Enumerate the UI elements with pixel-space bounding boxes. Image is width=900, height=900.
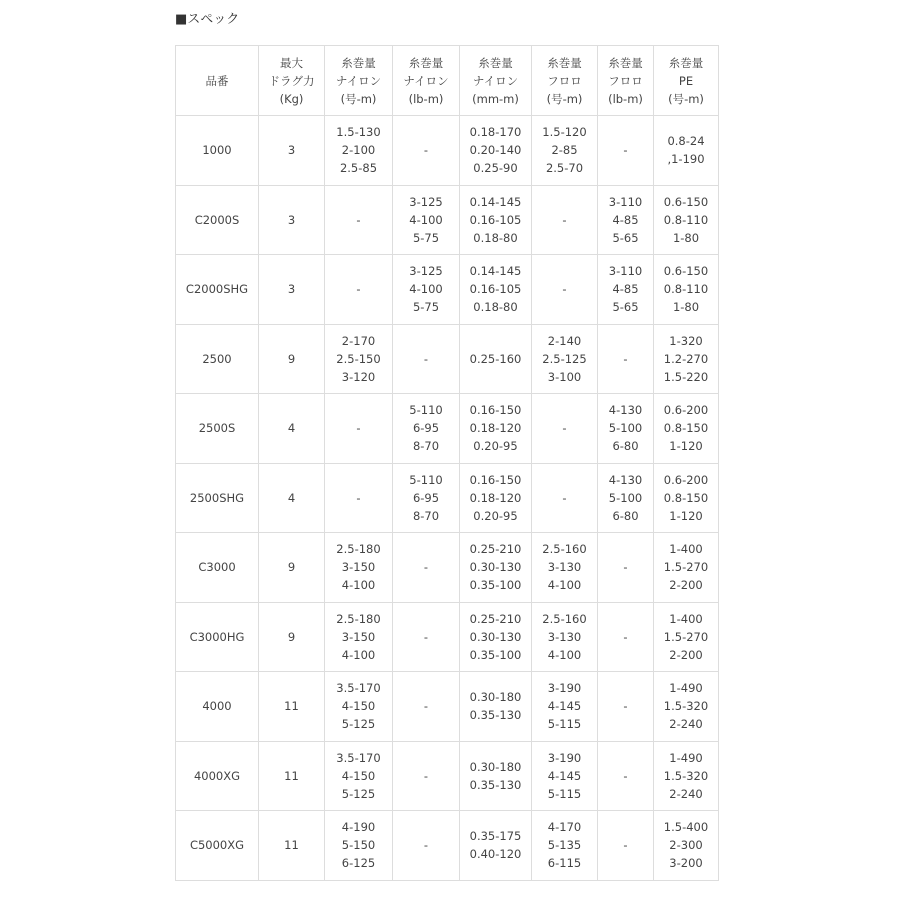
header-max-drag: 最大 ドラグ力 (Kg) xyxy=(259,46,325,116)
cell-model: C3000 xyxy=(176,533,259,603)
cell-pe-go: 1-400 1.5-270 2-200 xyxy=(654,533,719,603)
cell-nylon-lb: - xyxy=(393,324,460,394)
header-nylon-lb: 糸巻量 ナイロン (lb-m) xyxy=(393,46,460,116)
cell-pe-go: 0.6-150 0.8-110 1-80 xyxy=(654,255,719,325)
cell-fluoro-lb: - xyxy=(598,602,654,672)
header-fluoro-lb: 糸巻量 フロロ (lb-m) xyxy=(598,46,654,116)
cell-fluoro-lb: - xyxy=(598,811,654,881)
cell-nylon-go: - xyxy=(325,255,393,325)
header-pe-go: 糸巻量 PE (号-m) xyxy=(654,46,719,116)
cell-max-drag: 9 xyxy=(259,533,325,603)
cell-nylon-go: 1.5-130 2-100 2.5-85 xyxy=(325,116,393,186)
header-row xyxy=(176,46,719,116)
cell-nylon-mm: 0.30-180 0.35-130 xyxy=(460,672,532,742)
cell-fluoro-go: 2.5-160 3-130 4-100 xyxy=(532,602,598,672)
cell-fluoro-lb: 4-130 5-100 6-80 xyxy=(598,463,654,533)
cell-pe-go: 1-490 1.5-320 2-240 xyxy=(654,672,719,742)
cell-max-drag: 3 xyxy=(259,255,325,325)
cell-fluoro-go: 1.5-120 2-85 2.5-70 xyxy=(532,116,598,186)
table-row xyxy=(176,741,719,811)
cell-nylon-lb: - xyxy=(393,741,460,811)
table-row xyxy=(176,811,719,881)
cell-fluoro-lb: - xyxy=(598,741,654,811)
cell-fluoro-go: - xyxy=(532,463,598,533)
cell-nylon-go: 2.5-180 3-150 4-100 xyxy=(325,602,393,672)
table-row xyxy=(176,602,719,672)
cell-nylon-mm: 0.25-210 0.30-130 0.35-100 xyxy=(460,533,532,603)
cell-max-drag: 3 xyxy=(259,185,325,255)
table-row xyxy=(176,394,719,464)
cell-max-drag: 4 xyxy=(259,394,325,464)
table-row xyxy=(176,324,719,394)
header-fluoro-go: 糸巻量 フロロ (号-m) xyxy=(532,46,598,116)
cell-nylon-lb: 3-125 4-100 5-75 xyxy=(393,255,460,325)
cell-nylon-lb: - xyxy=(393,116,460,186)
cell-pe-go: 1.5-400 2-300 3-200 xyxy=(654,811,719,881)
cell-nylon-mm: 0.14-145 0.16-105 0.18-80 xyxy=(460,185,532,255)
cell-model: 4000XG xyxy=(176,741,259,811)
table-row xyxy=(176,255,719,325)
cell-nylon-go: 3.5-170 4-150 5-125 xyxy=(325,741,393,811)
cell-max-drag: 3 xyxy=(259,116,325,186)
cell-fluoro-lb: 3-110 4-85 5-65 xyxy=(598,255,654,325)
header-model: 品番 xyxy=(176,46,259,116)
cell-model: 4000 xyxy=(176,672,259,742)
cell-model: C2000S xyxy=(176,185,259,255)
cell-model: C2000SHG xyxy=(176,255,259,325)
cell-max-drag: 9 xyxy=(259,602,325,672)
cell-nylon-go: 2.5-180 3-150 4-100 xyxy=(325,533,393,603)
section-title: ■スペック xyxy=(175,12,240,27)
header-nylon-mm: 糸巻量 ナイロン (mm-m) xyxy=(460,46,532,116)
cell-model: 2500SHG xyxy=(176,463,259,533)
cell-model: 1000 xyxy=(176,116,259,186)
cell-max-drag: 9 xyxy=(259,324,325,394)
cell-nylon-go: 4-190 5-150 6-125 xyxy=(325,811,393,881)
cell-nylon-mm: 0.16-150 0.18-120 0.20-95 xyxy=(460,394,532,464)
cell-fluoro-lb: - xyxy=(598,533,654,603)
cell-pe-go: 1-320 1.2-270 1.5-220 xyxy=(654,324,719,394)
cell-model: 2500S xyxy=(176,394,259,464)
cell-nylon-lb: 3-125 4-100 5-75 xyxy=(393,185,460,255)
table-row xyxy=(176,672,719,742)
cell-fluoro-lb: - xyxy=(598,324,654,394)
table-row xyxy=(176,116,719,186)
cell-nylon-mm: 0.16-150 0.18-120 0.20-95 xyxy=(460,463,532,533)
cell-fluoro-lb: - xyxy=(598,116,654,186)
cell-nylon-lb: - xyxy=(393,672,460,742)
cell-nylon-go: - xyxy=(325,185,393,255)
spec-table xyxy=(175,45,719,881)
cell-max-drag: 11 xyxy=(259,811,325,881)
cell-fluoro-lb: - xyxy=(598,672,654,742)
cell-pe-go: 0.8-24 ,1-190 xyxy=(654,116,719,186)
cell-pe-go: 0.6-150 0.8-110 1-80 xyxy=(654,185,719,255)
cell-nylon-go: 2-170 2.5-150 3-120 xyxy=(325,324,393,394)
header-nylon-go: 糸巻量 ナイロン (号-m) xyxy=(325,46,393,116)
cell-fluoro-go: - xyxy=(532,394,598,464)
cell-max-drag: 11 xyxy=(259,672,325,742)
cell-pe-go: 1-490 1.5-320 2-240 xyxy=(654,741,719,811)
cell-nylon-go: - xyxy=(325,394,393,464)
cell-max-drag: 4 xyxy=(259,463,325,533)
cell-pe-go: 0.6-200 0.8-150 1-120 xyxy=(654,394,719,464)
cell-nylon-lb: 5-110 6-95 8-70 xyxy=(393,463,460,533)
table-row xyxy=(176,533,719,603)
cell-nylon-mm: 0.30-180 0.35-130 xyxy=(460,741,532,811)
cell-nylon-mm: 0.18-170 0.20-140 0.25-90 xyxy=(460,116,532,186)
cell-pe-go: 1-400 1.5-270 2-200 xyxy=(654,602,719,672)
cell-fluoro-go: - xyxy=(532,185,598,255)
cell-pe-go: 0.6-200 0.8-150 1-120 xyxy=(654,463,719,533)
table-row xyxy=(176,185,719,255)
cell-fluoro-go: 4-170 5-135 6-115 xyxy=(532,811,598,881)
cell-nylon-go: 3.5-170 4-150 5-125 xyxy=(325,672,393,742)
table-row xyxy=(176,463,719,533)
cell-nylon-mm: 0.25-160 xyxy=(460,324,532,394)
cell-nylon-mm: 0.35-175 0.40-120 xyxy=(460,811,532,881)
cell-fluoro-go: 2-140 2.5-125 3-100 xyxy=(532,324,598,394)
cell-nylon-mm: 0.25-210 0.30-130 0.35-100 xyxy=(460,602,532,672)
cell-model: C5000XG xyxy=(176,811,259,881)
cell-fluoro-go: 3-190 4-145 5-115 xyxy=(532,741,598,811)
cell-fluoro-go: - xyxy=(532,255,598,325)
cell-nylon-lb: - xyxy=(393,602,460,672)
cell-max-drag: 11 xyxy=(259,741,325,811)
cell-model: C3000HG xyxy=(176,602,259,672)
cell-fluoro-go: 2.5-160 3-130 4-100 xyxy=(532,533,598,603)
cell-fluoro-lb: 4-130 5-100 6-80 xyxy=(598,394,654,464)
cell-nylon-mm: 0.14-145 0.16-105 0.18-80 xyxy=(460,255,532,325)
cell-nylon-lb: - xyxy=(393,533,460,603)
cell-fluoro-lb: 3-110 4-85 5-65 xyxy=(598,185,654,255)
cell-nylon-lb: 5-110 6-95 8-70 xyxy=(393,394,460,464)
cell-nylon-lb: - xyxy=(393,811,460,881)
cell-nylon-go: - xyxy=(325,463,393,533)
cell-model: 2500 xyxy=(176,324,259,394)
cell-fluoro-go: 3-190 4-145 5-115 xyxy=(532,672,598,742)
